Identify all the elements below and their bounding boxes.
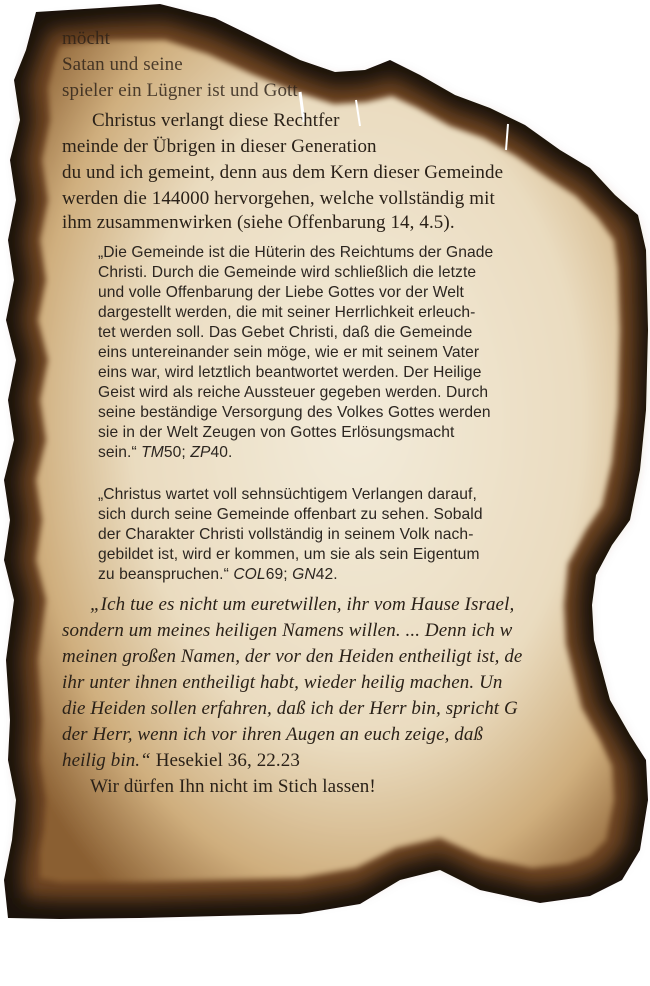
- scripture-line: sondern um meines heiligen Namens willen. ... Denn ich w: [62, 620, 513, 641]
- scripture-reference-line: [62, 750, 300, 772]
- body-line: werden die 144000 hervorgehen, welche vollständig mit: [62, 188, 495, 209]
- quote-line: „Christus wartet voll sehnsüchtigem Verlangen darauf,: [98, 486, 477, 503]
- source-page: 42.: [315, 566, 338, 583]
- quote-line: seine beständige Versorgung des Volkes Gottes werden: [98, 404, 491, 421]
- scripture-reference: Hesekiel 36, 22.23: [155, 750, 300, 771]
- quote-line: eins war, wird letztlich beantwortet werden. Der Heilige: [98, 364, 482, 381]
- source-abbrev: ZP: [190, 444, 211, 461]
- scripture-line: die Heiden sollen erfahren, daß ich der Herr bin, spricht G: [62, 698, 518, 719]
- body-line: Christus verlangt diese Rechtfer: [92, 110, 340, 131]
- quote-line: der Charakter Christi vollständig in seinem Volk nach-: [98, 526, 474, 543]
- quote-line: Geist wird als reiche Aussteuer gegeben werden. Durch: [98, 384, 489, 401]
- scripture-line: der Herr, wenn ich vor ihren Augen an euch zeige, daß: [62, 724, 484, 745]
- source-abbrev: GN: [292, 566, 316, 583]
- quote-line: sie in der Welt Zeugen von Gottes Erlösungsmacht: [98, 424, 455, 441]
- quote-text: sein.“: [98, 444, 137, 461]
- quote-line: und volle Offenbarung der Liebe Gottes vor der Welt: [98, 284, 464, 301]
- source-abbrev: COL: [233, 566, 266, 583]
- fragment-line: Satan und seine: [62, 54, 183, 75]
- body-line: meinde der Übrigen in dieser Generation: [62, 136, 377, 157]
- quote-line: tet werden soll. Das Gebet Christi, daß die Gemeinde: [98, 324, 473, 341]
- quote-line: „Die Gemeinde ist die Hüterin des Reichtums der Gnade: [98, 244, 494, 261]
- quote-line: gebildet ist, wird er kommen, um sie als sein Eigentum: [98, 546, 480, 563]
- source-abbrev: TM: [141, 444, 164, 461]
- closing-line: Wir dürfen Ihn nicht im Stich lassen!: [90, 776, 376, 797]
- body-line: du und ich gemeint, denn aus dem Kern dieser Gemeinde: [62, 162, 504, 183]
- source-page: 69;: [265, 566, 288, 583]
- scripture-line: „Ich tue es nicht um euretwillen, ihr vom Hause Israel,: [90, 594, 515, 615]
- body-line: ihm zusammenwirken (siehe Offenbarung 14, 4.5).: [62, 212, 455, 233]
- quote-line: dargestellt werden, die mit seiner Herrlichkeit erleuch-: [98, 304, 476, 321]
- quote-reference-line: [98, 444, 232, 462]
- fragment-line: spieler ein Lügner ist und Gott: [62, 80, 298, 101]
- quote-reference-line: [98, 566, 338, 584]
- quote-line: Christi. Durch die Gemeinde wird schließlich die letzte: [98, 264, 477, 281]
- quote-text: zu beanspruchen.“: [98, 566, 229, 583]
- scripture-text: heilig bin.“: [62, 750, 151, 771]
- scripture-line: meinen großen Namen, der vor den Heiden entheiligt ist, de: [62, 646, 523, 667]
- scripture-line: ihr unter ihnen entheiligt habt, wieder heilig machen. Un: [62, 672, 503, 693]
- quote-line: eins untereinander sein möge, wie er mit seinem Vater: [98, 344, 480, 361]
- fragment-line: möcht: [62, 28, 110, 49]
- source-page: 50;: [163, 444, 186, 461]
- source-page: 40.: [210, 444, 233, 461]
- quote-line: sich durch seine Gemeinde offenbart zu sehen. Sobald: [98, 506, 483, 523]
